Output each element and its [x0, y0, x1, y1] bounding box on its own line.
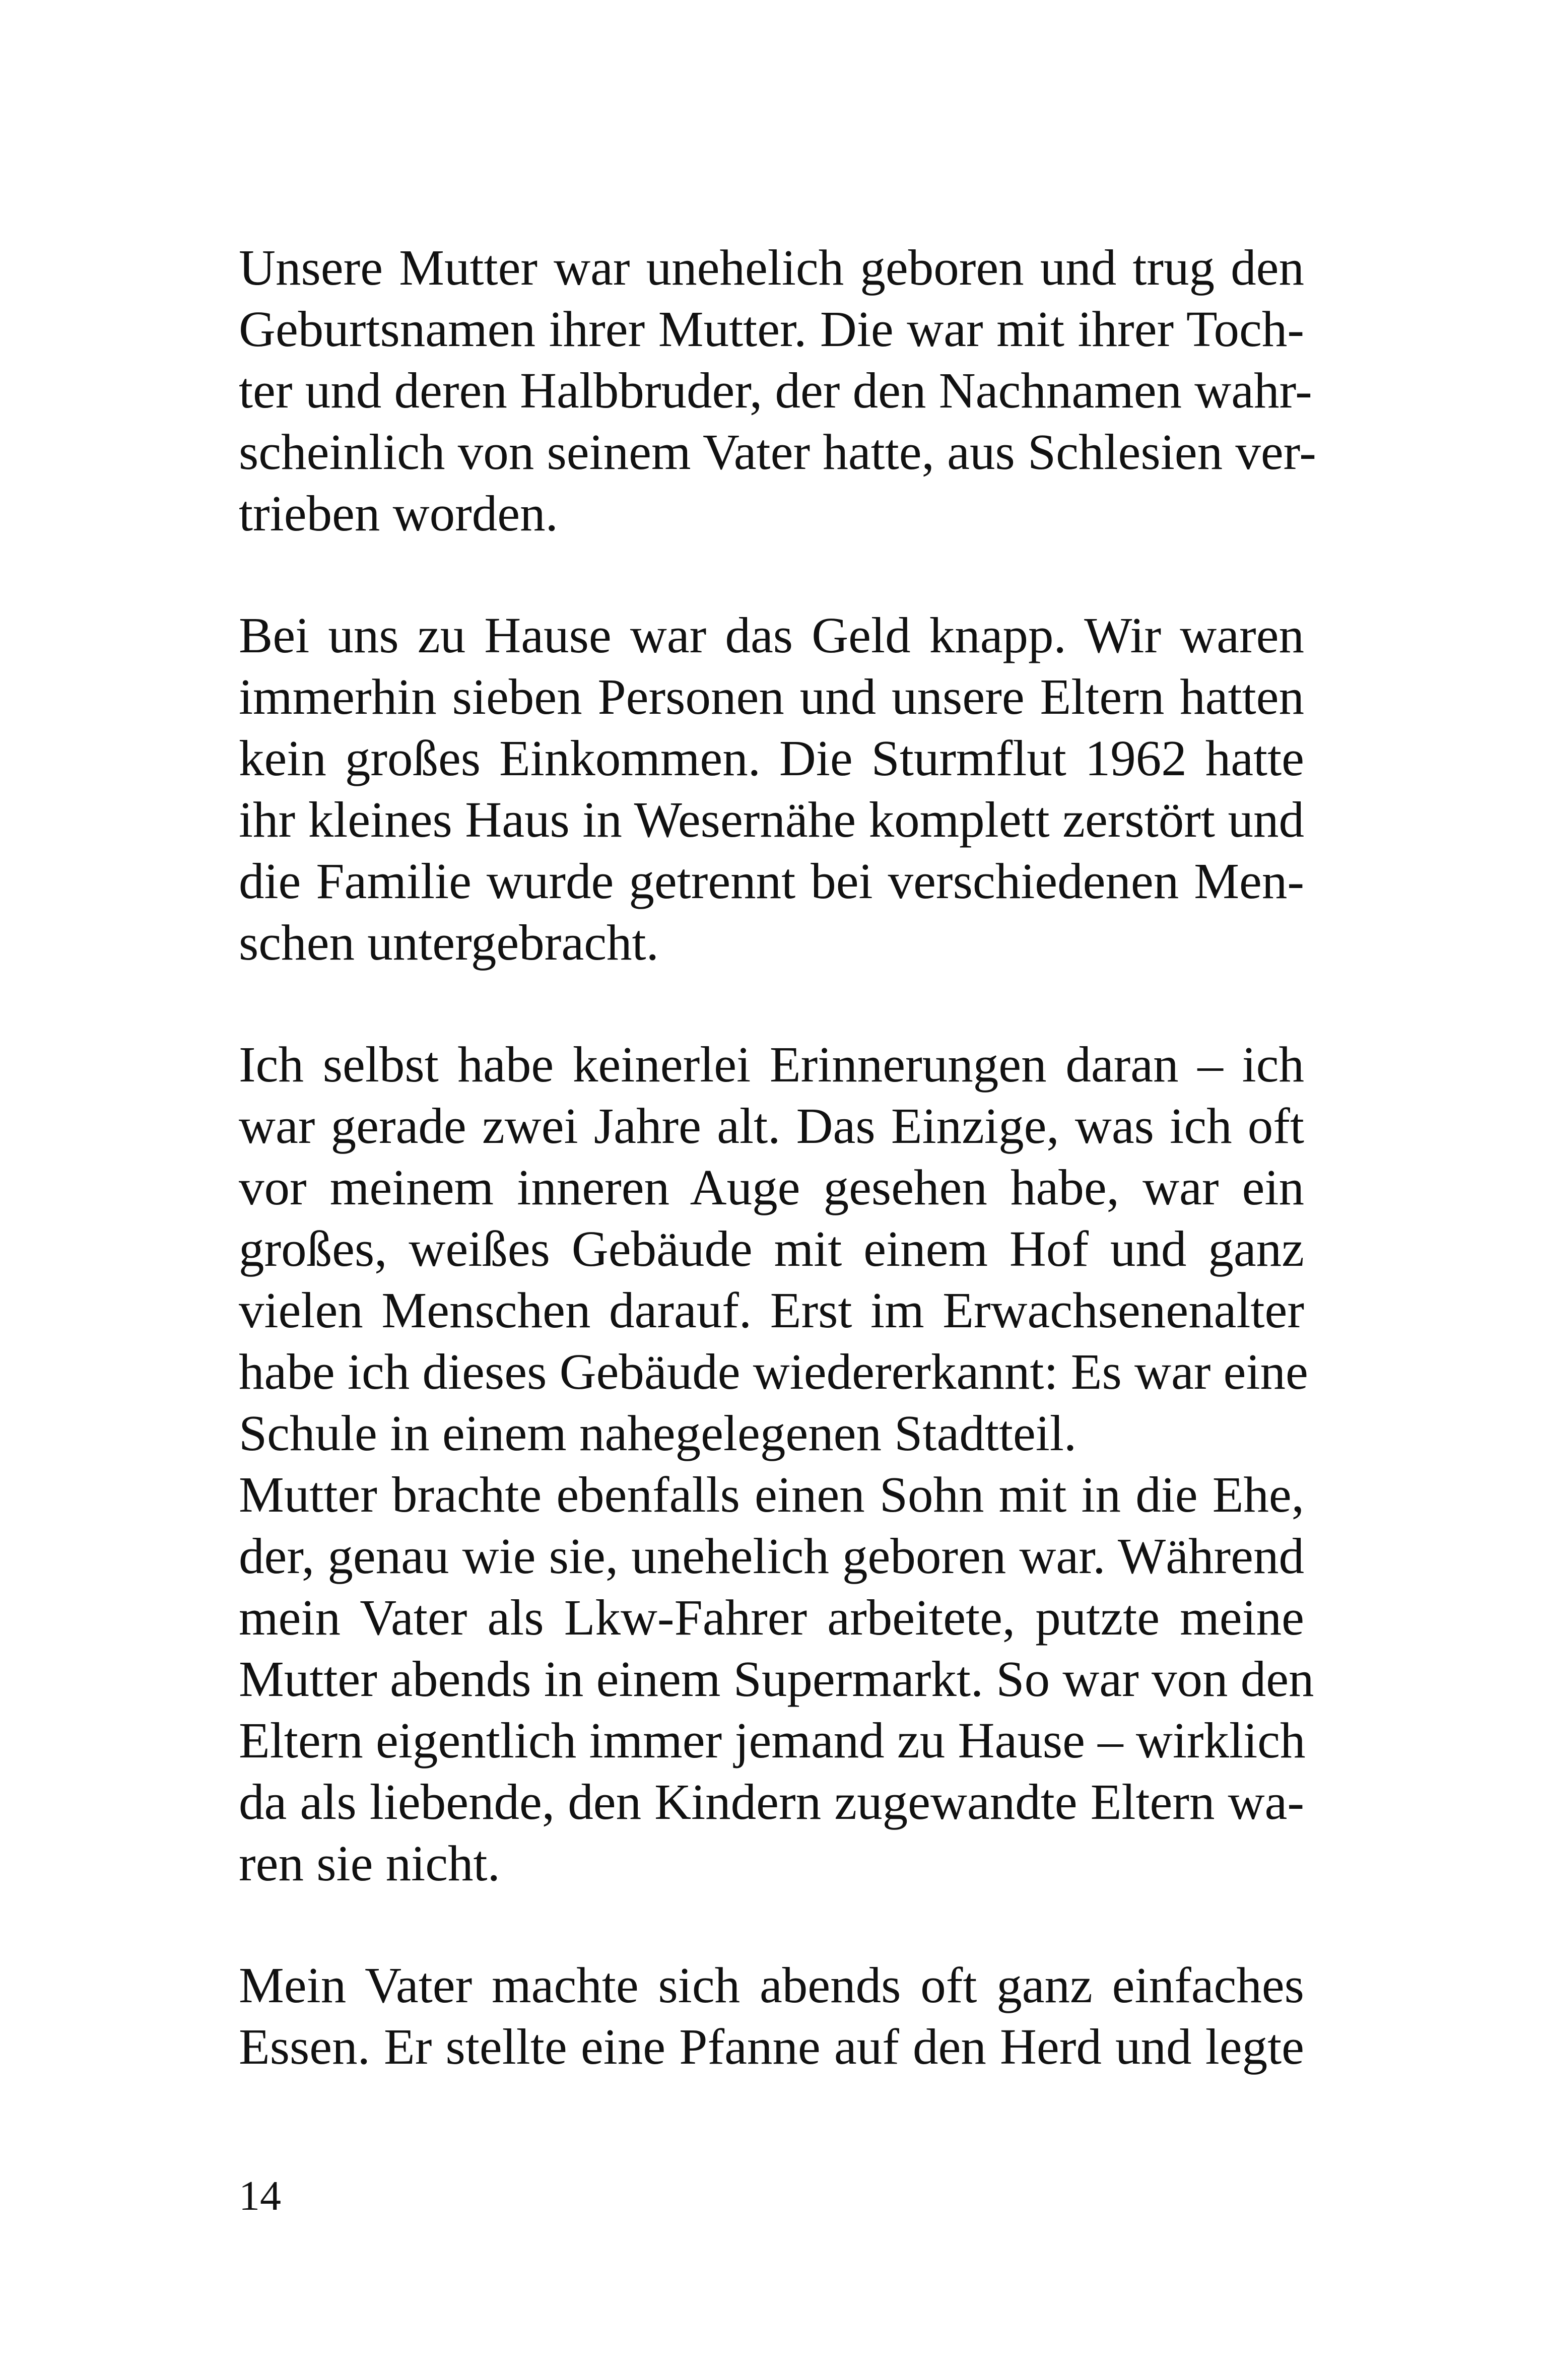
paragraph [239, 1464, 1314, 1894]
body-text [239, 237, 1316, 2077]
text-line: Schule in einem nahegelegenen Stadtteil. [239, 1405, 1077, 1461]
text-line: Ich selbst habe keinerlei Erinnerungen daran – ich [239, 1036, 1304, 1093]
paragraph [239, 1034, 1308, 1464]
paragraph [239, 237, 1316, 544]
text-line: ihr kleines Haus in Wesernähe komplett zerstört und [239, 791, 1304, 848]
text-line: Mein Vater machte sich abends oft ganz einfaches [239, 1957, 1304, 2013]
text-line: der, genau wie sie, unehelich geboren war. Während [239, 1528, 1304, 1584]
paragraph-gap [239, 973, 1304, 1034]
text-line: Mutter abends in einem Supermarkt. So war von den [239, 1651, 1314, 1707]
paragraph [239, 1954, 1304, 2077]
paragraph [239, 604, 1304, 973]
text-line: war gerade zwei Jahre alt. Das Einzige, was ich oft [239, 1098, 1304, 1154]
text-line: großes, weißes Gebäude mit einem Hof und ganz [239, 1220, 1304, 1277]
text-line: ter und deren Halbbruder, der den Nachnamen wahr- [239, 362, 1312, 419]
text-line: mein Vater als Lkw-Fahrer arbeitete, putzte meine [239, 1589, 1304, 1646]
text-line: immerhin sieben Personen und unsere Eltern hatten [239, 668, 1304, 725]
text-line: vor meinem inneren Auge gesehen habe, war ein [239, 1159, 1304, 1215]
paragraph-gap [239, 544, 1304, 604]
text-line: kein großes Einkommen. Die Sturmflut 1962 hatte [239, 730, 1304, 786]
text-line: ren sie nicht. [239, 1835, 500, 1891]
text-line: vielen Menschen darauf. Erst im Erwachsenenalter [239, 1282, 1304, 1338]
text-line: Unsere Mutter war unehelich geboren und trug den [239, 239, 1304, 296]
text-line: Mutter brachte ebenfalls einen Sohn mit in die Ehe, [239, 1466, 1304, 1523]
text-line: Eltern eigentlich immer jemand zu Hause – wirklich [239, 1712, 1306, 1769]
text-line: trieben worden. [239, 485, 558, 541]
paragraph-gap [239, 1894, 1304, 1954]
text-line: schen untergebracht. [239, 914, 659, 971]
text-line: Bei uns zu Hause war das Geld knapp. Wir waren [239, 607, 1304, 663]
text-line: die Familie wurde getrennt bei verschiedenen Men- [239, 853, 1304, 909]
page-number: 14 [239, 2172, 281, 2219]
text-line: Geburtsnamen ihrer Mutter. Die war mit ihrer Toch- [239, 301, 1304, 357]
text-line: Essen. Er stellte eine Pfanne auf den Herd und legte [239, 2018, 1304, 2075]
text-line: scheinlich von seinem Vater hatte, aus Schlesien ver- [239, 424, 1316, 480]
text-line: habe ich dieses Gebäude wiedererkannt: Es war eine [239, 1343, 1308, 1400]
text-line: da als liebende, den Kindern zugewandte Eltern wa- [239, 1774, 1304, 1830]
